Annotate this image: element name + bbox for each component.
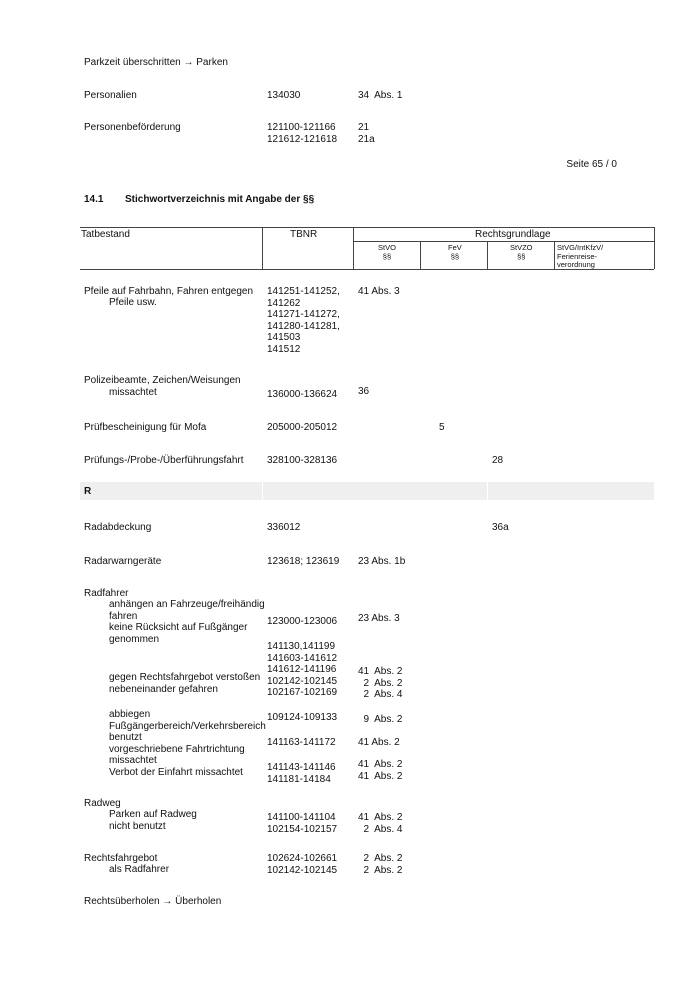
page-number: Seite 65 / 0 xyxy=(566,159,617,170)
entry-term: Radarwarngeräte xyxy=(84,556,162,567)
section-number: 14.1 xyxy=(84,194,104,205)
entry-term: Prüfungs-/Probe-/Überführungsfahrt xyxy=(84,455,244,466)
entry-stvo: 23 Abs. 3 xyxy=(358,613,400,624)
header-fev: FeV §§ xyxy=(448,243,462,261)
entry-term: Radfahrer xyxy=(84,588,129,599)
entry-subterm: missachtet xyxy=(109,387,157,398)
header-stvo: StVO §§ xyxy=(378,243,396,261)
header-tatbestand: Tatbestand xyxy=(81,229,130,240)
letter-band xyxy=(80,482,654,500)
entry-term: Polizeibeamte, Zeichen/Weisungen xyxy=(84,375,241,386)
entry-term: Rechtsfahrgebot xyxy=(84,853,158,864)
entry-stvo: 2 Abs. 2 2 Abs. 2 xyxy=(363,853,403,876)
header-rechtsgrundlage: Rechtsgrundlage xyxy=(475,229,551,240)
entry-tbnr: 141130,141199 141603-141612 141612-141196 102142-102145 102167-102169 xyxy=(267,641,338,698)
entry-stvo: 36 xyxy=(358,386,370,397)
entry-tbnr: 109124-109133 xyxy=(267,712,338,723)
entry-tbnr: 328100-328136 xyxy=(267,455,338,466)
entry-tbnr: 123000-123006 xyxy=(267,616,338,627)
entry-subterm: gegen Rechtsfahrgebot verstoßen nebeneinander gefahren xyxy=(109,672,261,695)
entry-fev: 5 xyxy=(439,422,445,433)
entry-para: 21 21a xyxy=(358,122,375,145)
entry-stvo: 41 Abs. 2 xyxy=(358,737,400,748)
entry-tbnr: 102624-102661 102142-102145 xyxy=(267,853,338,876)
entry-tbnr: 141100-141104 102154-102157 xyxy=(267,812,338,835)
entry-stvo: 41 Abs. 2 2 Abs. 2 2 Abs. 4 xyxy=(358,666,403,700)
section-title: Stichwortverzeichnis mit Angabe der §§ xyxy=(125,194,315,205)
entry-stvo: 41 Abs. 2 41 Abs. 2 xyxy=(358,759,403,782)
entry-term: Pfeile auf Fahrbahn, Fahren entgegen xyxy=(84,286,254,297)
letter-heading: R xyxy=(84,486,92,497)
header-stvg: StVG/IntKfzV/ Ferienreise- verordnung xyxy=(557,243,604,269)
entry-stvzo: 28 xyxy=(492,455,504,466)
header-tbnr: TBNR xyxy=(290,229,318,240)
entry-tbnr: 141251-141252, 141262 141271-141272, 141280-141281, 141503 141512 xyxy=(267,286,340,355)
entry-tbnr: 141143-141146 141181-14184 xyxy=(267,762,336,785)
entry-stvo: 23 Abs. 1b xyxy=(358,556,406,567)
entry-tbnr: 205000-205012 xyxy=(267,422,338,433)
entry-term: Rechtsüberholen → Überholen xyxy=(84,896,222,907)
entry-subterm: Parken auf Radweg nicht benutzt xyxy=(109,809,197,832)
entry-term: Prüfbescheinigung für Mofa xyxy=(84,422,207,433)
entry-tbnr: 123618; 123619 xyxy=(267,556,340,567)
entry-subterm: Pfeile usw. xyxy=(109,297,157,308)
entry-stvo: 41 Abs. 2 2 Abs. 4 xyxy=(358,812,403,835)
entry-stvzo: 36a xyxy=(492,522,509,533)
entry-term: Parkzeit überschritten → Parken xyxy=(84,57,228,68)
header-stvzo: StVZO §§ xyxy=(510,243,533,261)
entry-tbnr: 141163-141172 xyxy=(267,737,336,748)
entry-term: Radabdeckung xyxy=(84,522,152,533)
entry-tbnr: 121100-121166 121612-121618 xyxy=(267,122,338,145)
entry-term: Personenbeförderung xyxy=(84,122,181,133)
entry-term: Personalien xyxy=(84,90,137,101)
entry-tbnr: 134030 xyxy=(267,90,301,101)
entry-subterm: anhängen an Fahrzeuge/freihändig fahren keine Rücksicht auf Fußgänger genommen xyxy=(109,599,265,645)
entry-para: 34 Abs. 1 xyxy=(358,90,403,101)
entry-term: Radweg xyxy=(84,798,121,809)
entry-subterm: als Radfahrer xyxy=(109,864,170,875)
entry-stvo: 41 Abs. 3 xyxy=(358,286,400,297)
entry-tbnr: 336012 xyxy=(267,522,301,533)
entry-stvo: 9 Abs. 2 xyxy=(358,714,403,725)
entry-tbnr: 136000-136624 xyxy=(267,389,338,400)
entry-subterm: abbiegen Fußgängerbereich/Verkehrsbereich benutzt vorgeschriebene Fahrtrichtung missachtet Verbot der Einfahrt missachtet xyxy=(109,709,266,778)
